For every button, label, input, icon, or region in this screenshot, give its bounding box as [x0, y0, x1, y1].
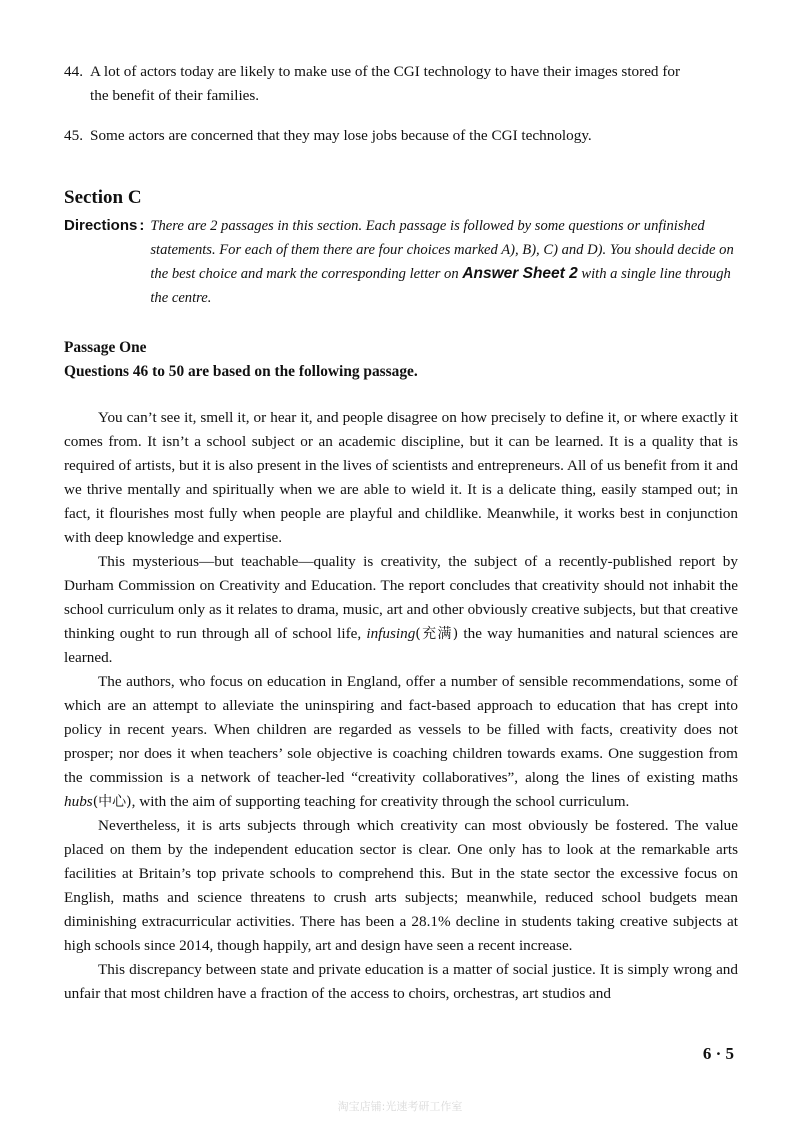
question-text: Some actors are concerned that they may lose jobs because of the CGI technology. [90, 127, 592, 144]
question-text: A lot of actors today are likely to make use of the CGI technology to have their images stored for [90, 63, 681, 80]
directions [64, 214, 738, 310]
question-text-continued: the benefit of their families. [90, 87, 260, 104]
directions-label: Directions : [64, 217, 145, 234]
watermark: 淘宝店铺:光速考研工作室 [337, 1100, 463, 1113]
question-number: 44. [64, 63, 83, 80]
paragraph-5: This discrepancy between state and private education is a matter of social justice. It is simply wrong and unfair that most children have a fraction of the access to choirs, orchestras, art studios and [64, 961, 738, 1002]
directions-text: There are 2 passages in this section. Each passage is followed by some questions or unfinished statements. For each of them there are four choices marked A), B), C) and D). You should decide on the best choice and mark the corresponding letter on Answer Sheet 2 with a single line through the centre. [150, 218, 734, 306]
passage-questions-line: Questions 46 to 50 are based on the following passage. [64, 363, 418, 380]
paragraph-1: You can’t see it, smell it, or hear it, and people disagree on how precisely to define it, or where exactly it comes from. It isn’t a school subject or an academic discipline, but it can be learned. It is a quality that is required of artists, but it is also present in the lives of scientists and entrepreneurs. All of us benefit from it and we thrive mentally and spiritually when we are able to wield it. It is a delicate thing, easily stamped out; in fact, it flourishes most fully when people are playful and childlike. Meanwhile, it works best in conjunction with deep knowledge and expertise. [64, 409, 738, 546]
page-number: 6 · 5 [702, 1044, 734, 1063]
glossed-word: hubs [64, 793, 93, 810]
page-content [64, 60, 738, 1006]
paragraph-4: Nevertheless, it is arts subjects through which creativity can most obviously be fostered. The value placed on them by the independent education sector is clear. One only has to look at the remarkable arts facilities at Britain’s top private schools to comprehend this. But in the state sector the excessive focus on English, maths and science threatens to crush arts subjects; meanwhile, reduced school budgets mean diminishing extracurricular activities. There has been a 28.1% decline in students taking creative subjects at high schools since 2014, though happily, art and design have seen a recent increase. [64, 817, 738, 954]
glossed-word: infusing [366, 625, 416, 642]
question-number: 45. [64, 127, 83, 144]
answer-sheet-label: Answer Sheet 2 [462, 265, 578, 282]
gloss: (中心) [92, 794, 132, 810]
passage-title: Passage One [64, 339, 147, 356]
paragraph-2: This mysterious—but teachable—quality is creativity, the subject of a recently-published report by Durham Commission on Creativity and Education. The report concludes that creativity should not inhabit the school curriculum only as it relates to drama, music, art and other obviously creative subjects, but that creative thinking ought to run through all of school life, infusing(充满) the way humanities and natural sciences are learned. [64, 553, 739, 666]
gloss: (充满) [415, 626, 459, 642]
section-title: Section C [64, 187, 142, 208]
question-45 [64, 124, 738, 148]
question-44 [64, 60, 738, 108]
paragraph-3: The authors, who focus on education in England, offer a number of sensible recommendations, some of which are an attempt to alleviate the uninspiring and fact-based approach to education that has crept into policy in recent years. When children are regarded as vessels to be filled with facts, creativity does not prosper; nor does it when teachers’ sole objective is coaching children towards exams. One suggestion from the commission is a network of teacher-led “creativity collaboratives”, along the lines of existing maths hubs(中心), with the aim of supporting teaching for creativity through the school curriculum. [64, 673, 738, 810]
